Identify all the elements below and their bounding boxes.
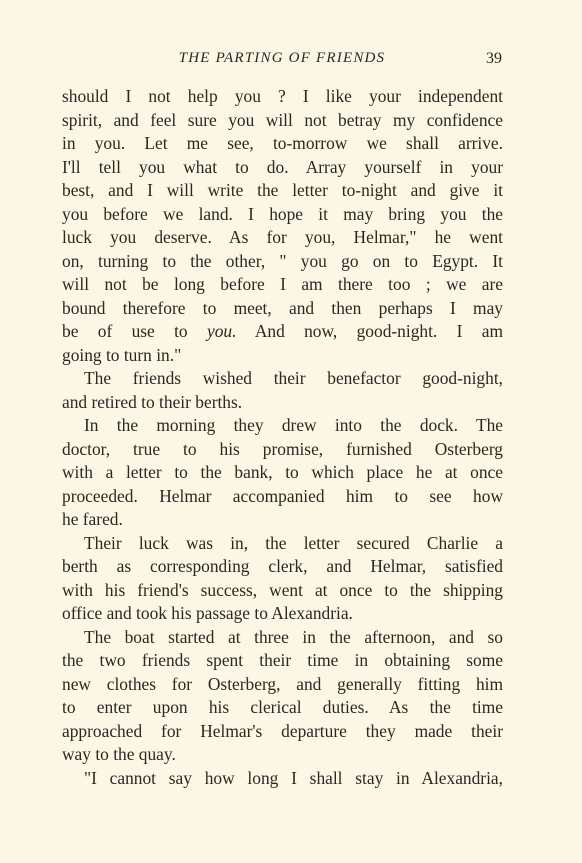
text-line xyxy=(62,320,503,344)
text-line-content: The friends wished their benefactor good-night, xyxy=(84,368,503,388)
text-line-content: approached for Helmar's departure they made their xyxy=(62,720,503,741)
text-line-content: doctor, true to his promise, furnished Osterberg xyxy=(62,438,503,459)
text-line-content: "I cannot say how long I shall stay in Alexandria, xyxy=(84,767,503,788)
text-line xyxy=(62,720,503,744)
running-head xyxy=(62,47,502,69)
text-line xyxy=(62,438,503,462)
text-line-content: berth as corresponding clerk, and Helmar, satisfied xyxy=(62,556,503,576)
text-line-content: will not be long before I am there too ; we are xyxy=(62,274,503,294)
text-line xyxy=(62,461,503,485)
text-line xyxy=(62,414,503,438)
text-line-emphasis: you. xyxy=(206,321,237,341)
text-line-content: proceeded. Helmar accompanied him to see how xyxy=(62,485,503,506)
text-line-content: with a letter to the bank, to which place he at once xyxy=(62,462,503,482)
text-line xyxy=(62,579,503,603)
text-line xyxy=(62,344,503,368)
text-line xyxy=(62,203,503,227)
text-line xyxy=(62,250,503,274)
text-line-content: office and took his passage to Alexandria. xyxy=(62,603,353,623)
text-line xyxy=(62,85,503,109)
running-title: THE PARTING OF FRIENDS xyxy=(178,50,386,66)
text-line-content: luck you deserve. As for you, Helmar," he went xyxy=(62,227,503,247)
text-line-content-after: And now, good-night. I am xyxy=(236,321,503,341)
text-line-content: way to the quay. xyxy=(62,744,176,764)
text-line xyxy=(62,696,503,720)
text-line-content: in you. Let me see, to-morrow we shall arrive. xyxy=(62,133,503,153)
text-line xyxy=(62,132,503,156)
text-line-content: The boat started at three in the afternoon, and so xyxy=(84,626,503,647)
text-line-content: Their luck was in, the letter secured Charlie a xyxy=(84,532,503,553)
text-line-content: be of use to xyxy=(62,321,207,341)
text-line xyxy=(62,485,503,509)
text-line-content: best, and I will write the letter to-night and give it xyxy=(62,180,503,200)
text-line xyxy=(62,626,503,650)
text-line xyxy=(62,743,503,767)
text-line xyxy=(62,508,503,532)
text-line-content: you before we land. I hope it may bring you the xyxy=(62,203,503,224)
text-line-content: and retired to their berths. xyxy=(62,391,243,412)
body-text xyxy=(62,85,503,790)
text-line xyxy=(62,367,503,391)
text-line-content: new clothes for Osterberg, and generally fitting him xyxy=(62,673,503,694)
text-line xyxy=(62,179,503,203)
text-line-content: the two friends spent their time in obtaining some xyxy=(62,650,503,670)
text-line-content: I'll tell you what to do. Array yourself in your xyxy=(62,156,503,177)
text-line xyxy=(62,673,503,697)
text-line xyxy=(62,156,503,180)
text-line-content: he fared. xyxy=(62,509,123,529)
text-line xyxy=(62,297,503,321)
text-line-content: to enter upon his clerical duties. As the time xyxy=(62,697,503,717)
text-line xyxy=(62,391,503,415)
text-line-content: going to turn in." xyxy=(62,344,182,365)
text-line xyxy=(62,767,503,791)
text-line xyxy=(62,226,503,250)
text-line-content: on, turning to the other, " you go on to Egypt. It xyxy=(62,250,503,271)
text-line-content: should I not help you ? I like your independent xyxy=(62,86,503,106)
text-line xyxy=(62,273,503,297)
page-number: 39 xyxy=(486,50,502,67)
text-line-content: In the morning they drew into the dock. The xyxy=(84,415,503,435)
text-line-content: with his friend's success, went at once to the shipping xyxy=(62,579,503,600)
text-line xyxy=(62,555,503,579)
text-line xyxy=(62,109,503,133)
text-line-content: spirit, and feel sure you will not betray my confidence xyxy=(62,109,503,130)
text-line xyxy=(62,602,503,626)
text-line xyxy=(62,649,503,673)
text-line-content: bound therefore to meet, and then perhaps I may xyxy=(62,297,503,318)
text-line xyxy=(62,532,503,556)
